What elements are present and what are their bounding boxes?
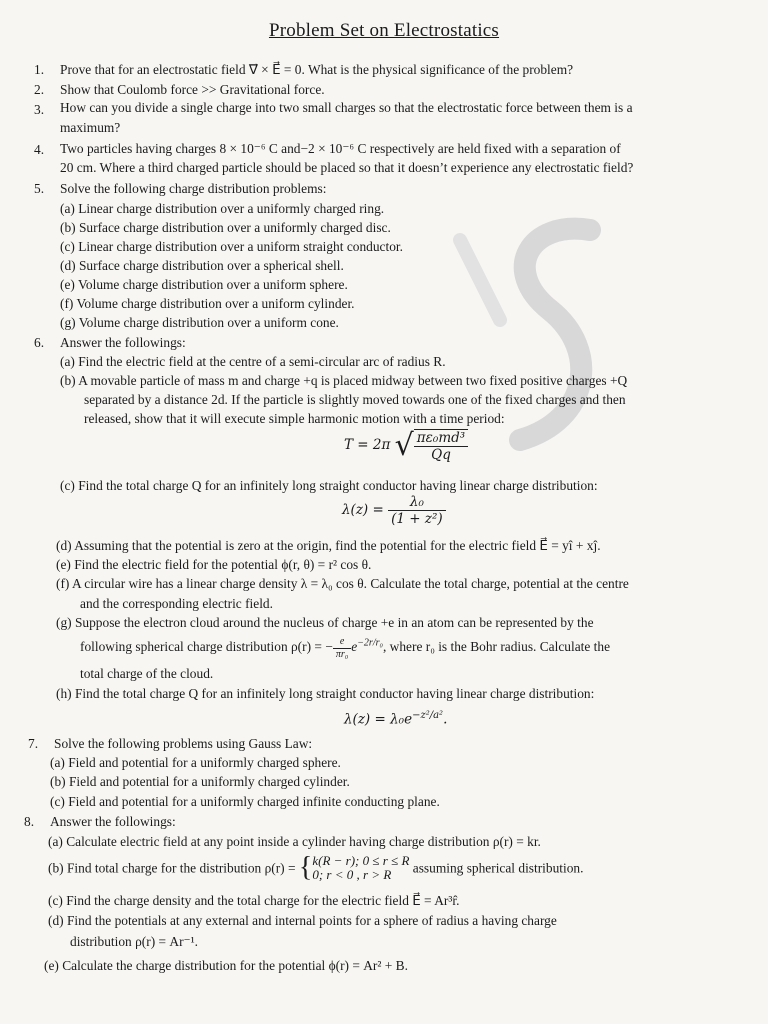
text-fragment: assuming spherical distribution. [412, 860, 584, 876]
subquestion-continuation: separated by a distance 2d. If the particle is slightly moved towards one of the fixed charges and then [84, 392, 626, 407]
subquestion: (b) A movable particle of mass m and charge +q is placed midway between two fixed positive charges +Q [60, 373, 628, 388]
piecewise-cases [312, 854, 409, 881]
item-number: 7. [28, 736, 39, 751]
page-title: Problem Set on Electrostatics [268, 20, 500, 41]
subquestion: (c) Find the total charge Q for an infinitely long straight conductor having linear charge distribution: [60, 478, 598, 493]
fraction-denominator: πr₀ [335, 648, 349, 660]
item-number: 8. [24, 814, 35, 829]
text-fragment: (b) Find total charge for the distribution ρ(r) = [48, 860, 296, 876]
subquestion: (e) Calculate the charge distribution for the potential ϕ(r) = Ar² + B. [44, 958, 408, 973]
equation-gaussian-density [344, 710, 447, 728]
subquestion: (f) A circular wire has a linear charge density λ = λ₀ cos θ. Calculate the total charge, potential at the centre [56, 576, 629, 591]
subquestion: (b) Find total charge for the distribution ρ(r) = { k(R − r); 0 ≤ r ≤ R 0; r < 0 , r > R assuming spherical distribution. [48, 852, 584, 883]
subquestion: (d) Assuming that the potential is zero at the origin, find the potential for the electric field E⃗ = yî + xĵ. [56, 538, 601, 553]
item-number: 3. [34, 102, 45, 117]
question-text: Prove that for an electrostatic field ∇⃗ × E⃗ = 0. What is the physical significance of the problem? [60, 62, 574, 77]
equation-lhs: T = 2π [344, 437, 391, 453]
equation-end: . [443, 711, 448, 728]
subquestion-continuation [80, 636, 610, 660]
subquestion: (c) Field and potential for a uniformly charged infinite conducting plane. [50, 794, 440, 809]
text-fragment: e [351, 639, 358, 655]
subquestion: (e) Find the electric field for the potential ϕ(r, θ) = r² cos θ. [56, 557, 372, 572]
question-text: How can you divide a single charge into two small charges so that the electrostatic force between them is a [60, 100, 633, 115]
fraction-denominator: (1 + z²) [391, 511, 443, 527]
question-text: Solve the following charge distribution problems: [60, 181, 327, 196]
item-number: 2. [34, 82, 45, 97]
subquestion: (g) Suppose the electron cloud around the nucleus of charge +e in an atom can be represented by the [56, 615, 594, 630]
question-text: Answer the followings: [50, 814, 176, 829]
subquestion-continuation: and the corresponding electric field. [80, 596, 273, 611]
item-number: 1. [34, 62, 45, 77]
subquestion-continuation: total charge of the cloud. [80, 666, 214, 681]
fraction-numerator: πε₀md³ [414, 430, 468, 447]
item-number: 5. [34, 181, 45, 196]
equation-lhs: λ(z) = λ₀e [344, 711, 413, 728]
subquestion: (a) Find the electric field at the centre of a semi-circular arc of radius R. [60, 354, 446, 369]
subquestion: (e) Volume charge distribution over a uniform sphere. [60, 277, 348, 292]
item-number: 4. [34, 142, 45, 157]
sqrt-expression: √ $\frac{\text{πε₀md³}}{Qq}$ [395, 428, 469, 463]
exponent: −z²/a² [412, 710, 444, 721]
subquestion: (d) Surface charge distribution over a spherical shell. [60, 258, 344, 273]
item-number: 6. [34, 335, 45, 350]
subquestion: (a) Linear charge distribution over a uniformly charged ring. [60, 201, 385, 216]
subquestion: (d) Find the potentials at any external and internal points for a sphere of radius a having charge [48, 913, 557, 928]
fraction-numerator: e [333, 636, 351, 649]
equation-time-period [344, 428, 468, 463]
question-text: Answer the followings: [60, 335, 186, 350]
text-fragment: following spherical charge distribution ρ(r) = − [80, 639, 333, 655]
fraction-numerator: λ₀ [388, 494, 446, 511]
question-text: Solve the following problems using Gauss Law: [54, 736, 313, 751]
subquestion: (a) Calculate electric field at any point inside a cylinder having charge distribution ρ(r) = kr. [48, 834, 541, 849]
question-continuation: 20 cm. Where a third charged particle should be placed so that it doesn’t experience any electrostatic field? [60, 160, 634, 175]
question-text: Show that Coulomb force >> Gravitational force. [60, 82, 325, 97]
subquestion: (f) Volume charge distribution over a uniform cylinder. [60, 296, 355, 311]
subquestion: (c) Find the charge density and the total charge for the electric field E⃗ = Ar³r̂. [48, 893, 460, 908]
subquestion-continuation: released, show that it will execute simple harmonic motion with a time period: [84, 411, 505, 426]
equation-lhs: λ(z) = [342, 502, 384, 518]
text-fragment: , where r₀ is the Bohr radius. Calculate the [382, 639, 611, 655]
question-text: Two particles having charges 8 × 10⁻⁶ C and−2 × 10⁻⁶ C respectively are held fixed with a separation of [60, 141, 621, 156]
subquestion: (b) Surface charge distribution over a uniformly charged disc. [60, 220, 391, 235]
subquestion-continuation: distribution ρ(r) = Ar⁻¹. [70, 934, 198, 949]
equation-linear-density [342, 494, 446, 527]
subquestion: (g) Volume charge distribution over a uniform cone. [60, 315, 339, 330]
question-continuation: maximum? [60, 120, 121, 135]
subquestion: (a) Field and potential for a uniformly charged sphere. [50, 755, 341, 770]
fraction-denominator: Qq [431, 446, 451, 463]
case-one: k(R − r); 0 ≤ r ≤ R [312, 853, 410, 869]
subquestion: (c) Linear charge distribution over a uniform straight conductor. [60, 239, 403, 254]
subquestion: (h) Find the total charge Q for an infinitely long straight conductor having linear charge distribution: [56, 686, 595, 701]
case-two: 0; r < 0 , r > R [312, 867, 392, 883]
watermark-graphic [440, 200, 640, 500]
exponent: −2r/r₀ [357, 637, 383, 649]
subquestion: (b) Field and potential for a uniformly charged cylinder. [50, 774, 350, 789]
